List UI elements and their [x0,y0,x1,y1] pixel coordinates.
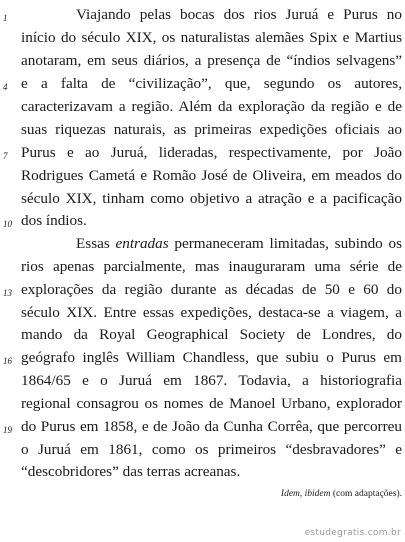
text-line: caracterizavam a região. Além da exploração da região e de [21,98,402,115]
line-number: 13 [3,288,12,298]
text-line: explorações da região durante as décadas de 50 e 60 do [21,281,402,298]
line-number: 19 [3,425,12,435]
text-line: século XIX, tinham como objetivo a atração e a pacificação [21,190,402,207]
line-number: 4 [3,82,8,92]
text-line: geógrafo inglês William Chandless, que subiu o Purus em [21,349,402,366]
text-line: rios apenas parcialmente, mas inauguraram uma série de [21,258,402,275]
line-number: 1 [3,13,8,23]
text-line: do Purus em 1858, e de João da Cunha Corrêa, que percorreu [21,418,402,435]
line-number: 10 [3,219,12,229]
text-line: “descobridores” das terras acreanas. [21,463,241,480]
text-fragment: permaneceram limitadas, subindo os [168,235,403,252]
text-line: anotaram, em seus diários, a presença de “índios selvagens” [21,52,402,69]
text-line: Rodrigues Cametá e Romão José de Oliveira, em meados do [21,167,402,184]
text-line: e a falta de “civilização”, que, segundo os autores, [21,75,402,92]
source-italic: Idem, ibidem [280,489,331,499]
text-line: dos índios. [21,212,87,229]
text-line: mando da Royal Geographical Society de Londres, do [21,326,402,343]
text-line [76,235,402,253]
source-rest: (com adaptações). [330,489,402,499]
text-line: Viajando pelas bocas dos rios Juruá e Purus no [76,6,402,23]
text-line: século XIX. Entre essas expedições, destaca-se a viagem, a [21,304,402,321]
text-line: regional consagrou os nomes de Manoel Urbano, explorador [21,395,402,412]
line-number: 7 [3,151,8,161]
line-number: 16 [3,356,12,366]
text-line: Purus e ao Juruá, lideradas, respectivamente, por João [21,144,402,161]
text-line: 1864/65 e o Juruá em 1867. Todavia, a historiografia [21,372,402,389]
text-fragment: Essas [76,235,116,252]
text-line: o Juruá em 1861, como os primeiros “desbravadores” e [21,441,402,458]
source-citation [281,488,402,500]
text-line: suas riquezas naturais, as primeiras expedições oficiais ao [21,121,402,138]
watermark: estudegratis.com.br [304,528,401,538]
italic-term: entradas [115,235,169,252]
text-line: início do século XIX, os naturalistas alemães Spix e Martius [21,29,402,46]
